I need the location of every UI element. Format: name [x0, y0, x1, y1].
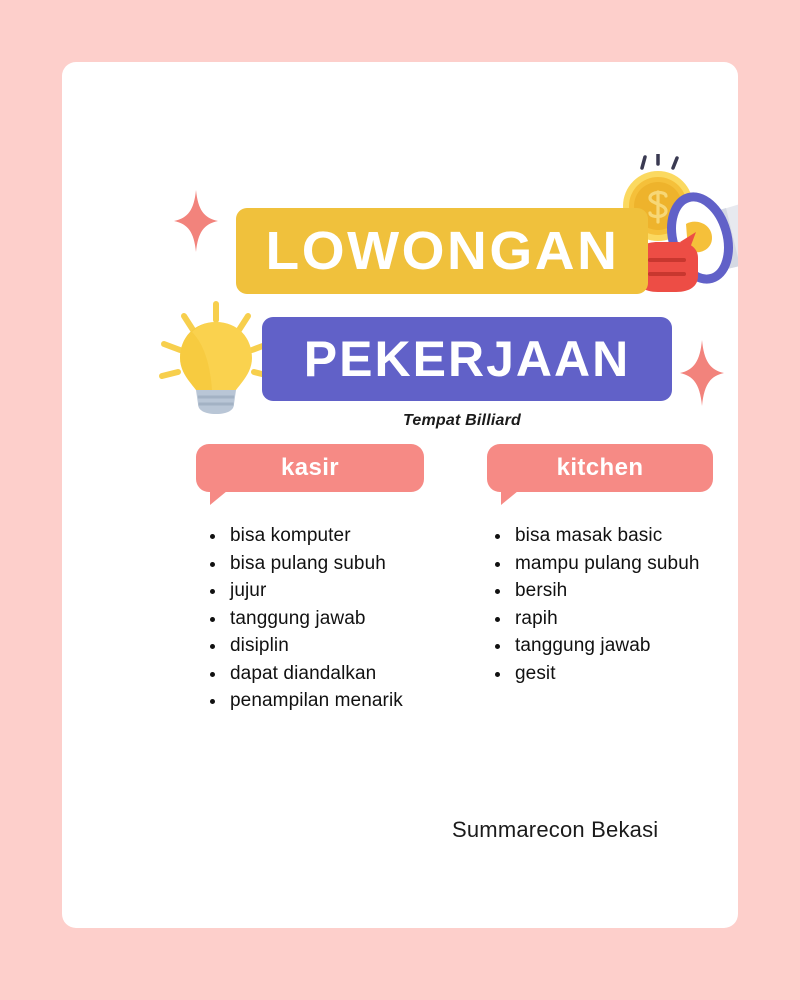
- list-item: penampilan menarik: [202, 687, 492, 715]
- sparkle-icon: [680, 340, 724, 406]
- list-item: jujur: [202, 577, 492, 605]
- poster-card: [62, 62, 738, 928]
- lightbulb-icon: [154, 298, 278, 424]
- title-line-2: PEKERJAAN: [303, 331, 631, 387]
- list-item: rapih: [487, 605, 738, 633]
- list-item: tanggung jawab: [202, 605, 492, 633]
- list-item: disiplin: [202, 632, 492, 660]
- position-label-kitchen: kitchen: [556, 454, 644, 481]
- list-item: tanggung jawab: [487, 632, 738, 660]
- location-footer: Summarecon Bekasi: [452, 817, 659, 842]
- list-item: bersih: [487, 577, 738, 605]
- requirements-list-kitchen: [487, 522, 738, 687]
- position-bubble-kitchen: [487, 444, 713, 492]
- list-item: bisa masak basic: [487, 522, 738, 550]
- list-item: bisa pulang subuh: [202, 550, 492, 578]
- list-item: mampu pulang subuh: [487, 550, 738, 578]
- title-line-1: LOWONGAN: [265, 221, 619, 281]
- title-banner-pekerjaan: [262, 317, 672, 401]
- title-banner-lowongan: [236, 208, 648, 294]
- position-label-kasir: kasir: [280, 454, 340, 481]
- list-item: gesit: [487, 660, 738, 688]
- requirements-list-kasir: [202, 522, 492, 715]
- list-item: dapat diandalkan: [202, 660, 492, 688]
- venue-subtitle: Tempat Billiard: [403, 412, 521, 429]
- sparkle-icon: [174, 190, 218, 252]
- list-item: bisa komputer: [202, 522, 492, 550]
- position-bubble-kasir: [196, 444, 424, 492]
